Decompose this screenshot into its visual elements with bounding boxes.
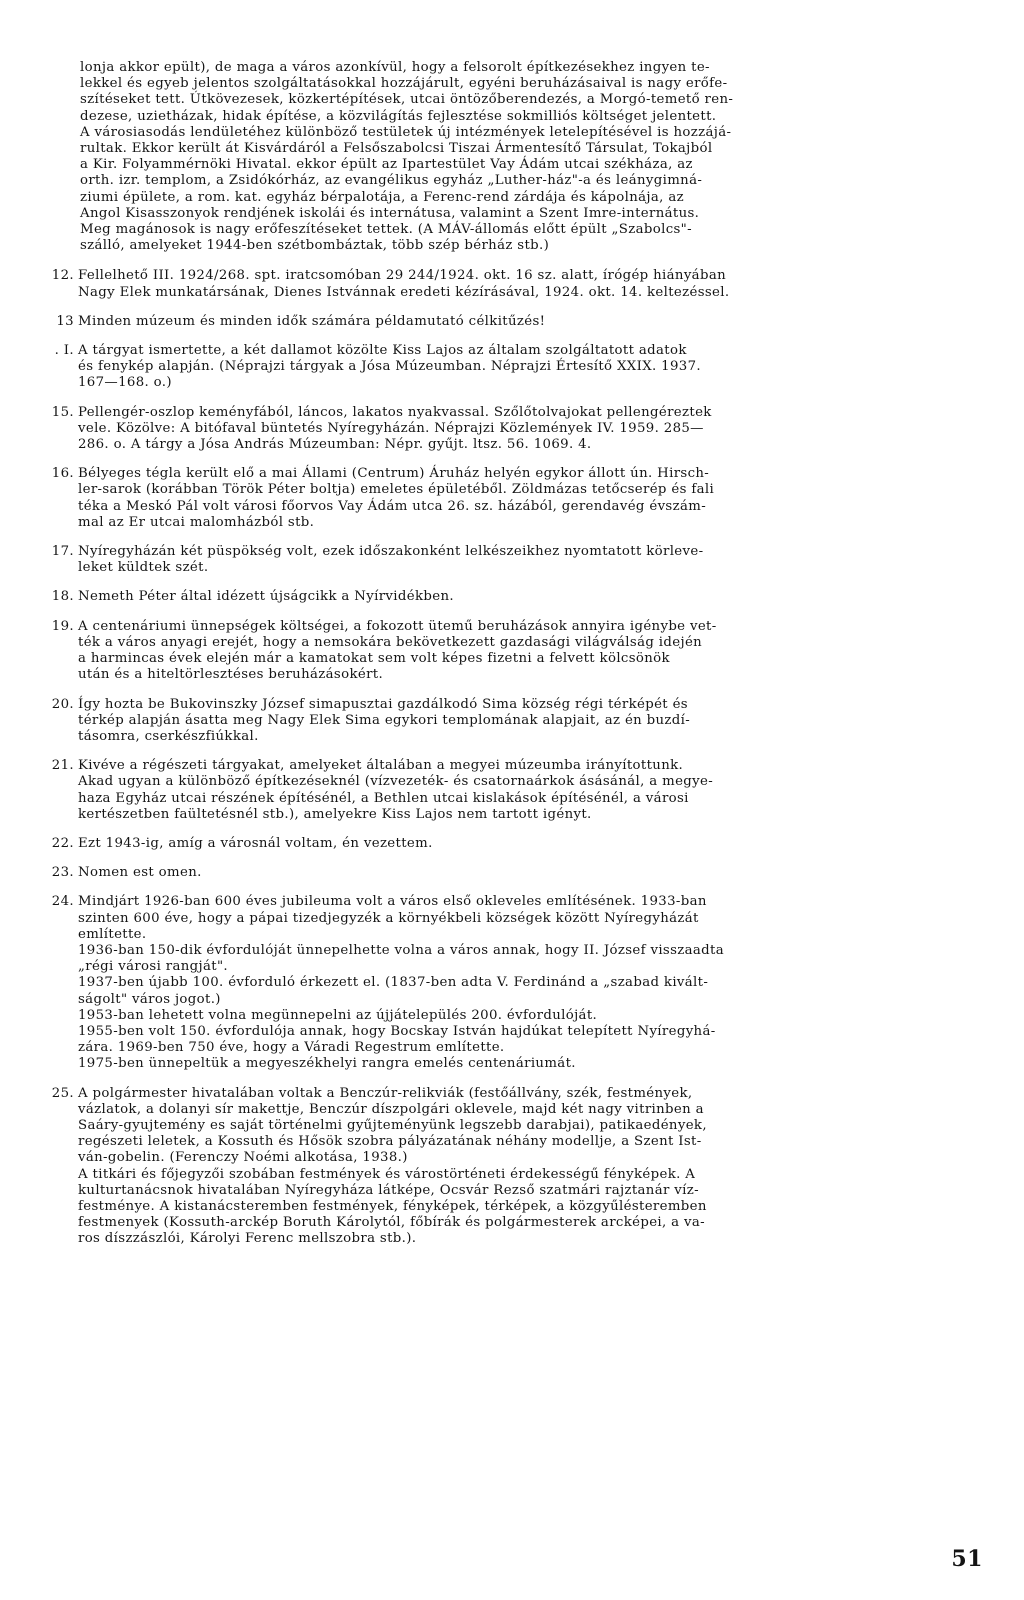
footnote-line: és fenykép alapján. (Néprajzi tárgyak a Jósa Múzeumban. Néprajzi Értesítő XXIX. 1937.: [78, 359, 701, 375]
footnote: [56, 313, 978, 330]
footnote-line: Minden múzeum és minden idők számára példamutató célkitűzés!: [78, 313, 546, 329]
footnote-line: haza Egyház utcai részének építésénél, a Bethlen utcai kislakások építésénél, a városi: [78, 790, 689, 806]
footnote-line: „régi városi rangját".: [78, 959, 229, 975]
footnote-line: 1936-ban 150-dik évfordulóját ünnepelhette volna a város annak, hogy II. József visszaadta: [78, 942, 725, 958]
footnote-line: Mindjárt 1926-ban 600 éves jubileuma volt a város első okleveles említésének. 1933-ban: [78, 894, 707, 910]
footnote-line: mal az Er utcai malomházból stb.: [78, 514, 315, 530]
footnote-line: Nagy Elek munkatársának, Dienes Istvánnak eredeti kézírásával, 1924. okt. 14. keltezéssel.: [78, 284, 730, 300]
footnote-number: 22.: [51, 835, 74, 851]
footnote-body: [78, 589, 978, 605]
footnote-line: zára. 1969-ben 750 éve, hogy a Váradi Regestrum említette.: [78, 1040, 505, 1056]
intro-line: szítéseket tett. Útkövezesek, közkertépítések, utcai öntözőberendezés, a Morgó-temető ren-: [80, 92, 734, 108]
intro-line: a Kir. Folyammérnöki Hivatal. ekkor épült az Ipartestület Vay Ádám utcai székháza, az: [80, 157, 693, 173]
intro-line: orth. izr. templom, a Zsidókórház, az evangélikus egyház „Luther-ház"-a és leánygimná-: [80, 173, 703, 189]
footnote-body: [78, 758, 978, 823]
footnote-line: említette.: [78, 926, 147, 942]
intro-line: dezese, uzietházak, hidak építése, a közvilágítás fejlesztése sokmilliós költséget jelentett.: [80, 108, 717, 124]
footnote-number: . I.: [54, 343, 74, 359]
footnote-body: [78, 836, 978, 852]
footnote-number: 18.: [51, 589, 74, 605]
footnote-line: tásomra, cserkészfiúkkal.: [78, 728, 259, 744]
footnote-line: A titkári és főjegyzői szobában festmények és várostörténeti érdekességű fényképek. A: [78, 1166, 696, 1182]
footnote-line: Akad ugyan a különböző építkezéseknél (vízvezeték- és csatornaárkok ásásánál, a megye-: [78, 774, 714, 790]
footnote-body: [78, 314, 978, 330]
footnote: [51, 894, 978, 1072]
footnote-body: [78, 405, 978, 454]
footnote: [51, 466, 978, 531]
footnote-line: a harmincas évek elején már a kamatokat sem volt képes fizetni a felvett kölcsönök: [78, 651, 670, 667]
footnote-body: [78, 343, 978, 392]
footnote-body: [78, 865, 978, 881]
footnote-line: után és a hiteltörlesztéses beruházásokért.: [78, 667, 384, 683]
footnote-line: Nomen est omen.: [78, 865, 202, 881]
footnote-line: ték a város anyagi erejét, hogy a nemsokára bekövetkezett gazdasági világválság idején: [78, 634, 703, 650]
footnote-line: kulturtanácsnok hivatalában Nyíregyháza látképe, Ocsvár Rezső szatmári rajztanár víz-: [78, 1182, 699, 1198]
page-number: 51: [951, 1546, 983, 1572]
footnote-line: Nemeth Péter által idézett újságcikk a Nyírvidékben.: [78, 589, 454, 605]
footnote-body: [78, 894, 978, 1072]
footnote-number: 20.: [51, 696, 74, 712]
footnote: [51, 268, 978, 300]
footnote-line: 167—168. o.): [78, 375, 172, 391]
footnote-body: [78, 466, 978, 531]
footnote-line: A polgármester hivatalában voltak a Benczúr-relikviák (festőállvány, szék, festmények,: [78, 1085, 693, 1101]
footnote-line: leket küldtek szét.: [78, 560, 209, 576]
footnote-number: 13: [56, 313, 74, 329]
footnote-line: festmenyek (Kossuth-arckép Boruth Károlytól, főbírák és polgármesterek arcképei, a va-: [78, 1215, 706, 1231]
footnote-body: [78, 619, 978, 684]
footnote-line: 1937-ben újabb 100. évforduló érkezett el. (1837-ben adta V. Ferdinánd a „szabad kivált-: [78, 975, 709, 991]
footnote-line: Pellengér-oszlop keményfából, láncos, lakatos nyakvassal. Szőlőtolvajokat pellengéreztek: [78, 404, 712, 420]
footnote-number: 23.: [51, 865, 74, 881]
intro-line: A városiasodás lendületéhez különböző testületek új intézmények letelepítésével is hozzájá-: [80, 124, 732, 140]
footnote-line: tékа a Meskó Pál volt városi főorvos Vay Ádám utca 26. sz. házából, gerendavég évszám-: [78, 498, 707, 514]
footnote-line: Saáry-gyujtemény es saját történelmi gyűjteményünk legszebb darabjai), patikaedények,: [78, 1117, 707, 1133]
footnote-line: ságolt" város jogot.): [78, 991, 221, 1007]
footnote-line: 1975-ben ünnepeltük a megyeszékhelyi rangra emelés centenáriumát.: [78, 1056, 576, 1072]
footnote-line: 1953-ban lehetett volna megünnepelni az újjátelepülés 200. évfordulóját.: [78, 1007, 598, 1023]
intro-line: Angol Kisasszonyok rendjének iskolái és internátusa, valamint a Szent Imre-internátus.: [80, 205, 700, 221]
footnote-line: A tárgyat ismertette, a két dallamot közölte Kiss Lajos az általam szolgáltatott adatok: [78, 343, 687, 359]
footnote-line: kertészetben faültetésnél stb.), amelyekre Kiss Lajos nem tartott igényt.: [78, 806, 592, 822]
footnote-line: regészeti leletek, a Kossuth és Hősök szobra pályázatának néhány modellje, a Szent Ist-: [78, 1134, 702, 1150]
intro-line: rultak. Ekkor került át Kisvárdáról a Felsőszabolcsi Tiszai Ármentesítő Társulat, Tokajból: [80, 141, 713, 157]
footnote: [51, 696, 978, 746]
intro-line: lekkel és egyeb jelentos szolgáltatásokkal hozzájárult, egyéni beruházásaival is nagy erőfe-: [80, 76, 728, 92]
footnote-line: Fellelhető III. 1924/268. spt. iratcsomóban 29 244/1924. okt. 16 sz. alatt, írógép hiányában: [78, 268, 727, 284]
footnote-line: A centenáriumi ünnepségek költségei, a fokozott ütemű beruházások annyira igénybe vet-: [78, 618, 717, 634]
footnote-line: Kivéve a régészeti tárgyakat, amelyeket általában a megyei múzeumba irányítottunk.: [78, 758, 684, 774]
intro-line: szálló, amelyeket 1944-ben szétbombáztak, több szép bérház stb.): [80, 238, 550, 254]
footnote-number: 19.: [51, 618, 74, 634]
footnote: [51, 865, 978, 881]
footnote-line: ros díszzászlói, Károlyi Ferenc mellszobra stb.).: [78, 1231, 417, 1247]
footnote-line: szinten 600 éve, hogy a pápai tizedjegyzék a környékbeli községek között Nyíregyházát: [78, 910, 699, 926]
footnote-line: 286. o. A tárgy a Jósa András Múzeumban: Népr. gyűjt. ltsz. 56. 1069. 4.: [78, 437, 592, 453]
footnote: [51, 589, 978, 605]
intro-line: lonja akkor epült), de maga a város azonkívül, hogy a felsorolt építkezésekhez ingyen te-: [80, 60, 710, 75]
footnote-line: Így hozta be Bukovinszky József simapusztai gazdálkodó Sima község régi térképét és: [78, 696, 688, 712]
footnote-number: 25.: [51, 1085, 74, 1101]
footnote-line: térkép alapján ásatta meg Nagy Elek Sima egykori templomának alapjait, az én buzdí-: [78, 712, 691, 728]
footnote: [51, 835, 978, 852]
footnote-line: Ezt 1943-ig, amíg a városnál voltam, én vezettem.: [78, 835, 433, 851]
footnote-line: vázlatok, a dolanyi sír makettje, Benczúr díszpolgári oklevele, majd két nagy vitrinben a: [78, 1101, 704, 1117]
footnote-number: 24.: [51, 894, 74, 910]
footnote-line: Nyíregyházán két püspökség volt, ezek időszakonként lelkészeikhez nyomtatott körleve-: [78, 544, 704, 560]
document-text: [51, 60, 978, 1261]
footnote: [51, 404, 978, 454]
footnote-line: 1955-ben volt 150. évfordulója annak, hogy Bocskay István hajdúkat telepített Nyíregyhá-: [78, 1023, 716, 1039]
intro-paragraph: [78, 60, 978, 254]
footnote: [51, 758, 978, 823]
footnote-body: [78, 544, 978, 576]
footnote-line: vele. Közölve: A bitófaval büntetés Nyíregyházán. Néprajzi Közlemények IV. 1959. 285—: [78, 420, 704, 436]
footnote: [51, 544, 978, 576]
footnote-line: ler-sarok (korábban Török Péter boltja) emeletes épületéből. Zöldmázas tetőcserép és fali: [78, 482, 715, 498]
footnote-line: Bélyeges tégla került elő a mai Állami (Centrum) Áruház helyén egykor állott ún. Hirsch-: [78, 466, 710, 482]
footnote: [51, 618, 978, 684]
footnote-number: 17.: [51, 544, 74, 560]
footnote-number: 16.: [51, 466, 74, 482]
footnote-line: ván-gobelin. (Ferenczy Noémi alkotása, 1938.): [78, 1150, 408, 1166]
footnote-number: 15.: [51, 404, 74, 420]
footnote: [54, 343, 978, 392]
footnote-number: 21.: [51, 758, 74, 774]
intro-line: Meg magánosok is nagy erőfeszítéseket tettek. (A MÁV-állomás előtt épült „Szabolcs"-: [80, 222, 692, 238]
footnotes-list: [51, 268, 978, 1247]
footnote-body: [78, 697, 978, 746]
footnote-body: [78, 268, 978, 300]
footnote-line: festménye. A kistanácsteremben festmények, fényképek, térképek, a közgyűlésteremben: [78, 1198, 707, 1214]
footnote: [51, 1085, 978, 1248]
intro-line: ziumi épülete, a rom. kat. egyház bérpalotája, a Ferenc-rend zárdája és kápolnája, az: [80, 189, 684, 205]
footnote-body: [78, 1086, 978, 1248]
footnote-number: 12.: [51, 268, 74, 284]
